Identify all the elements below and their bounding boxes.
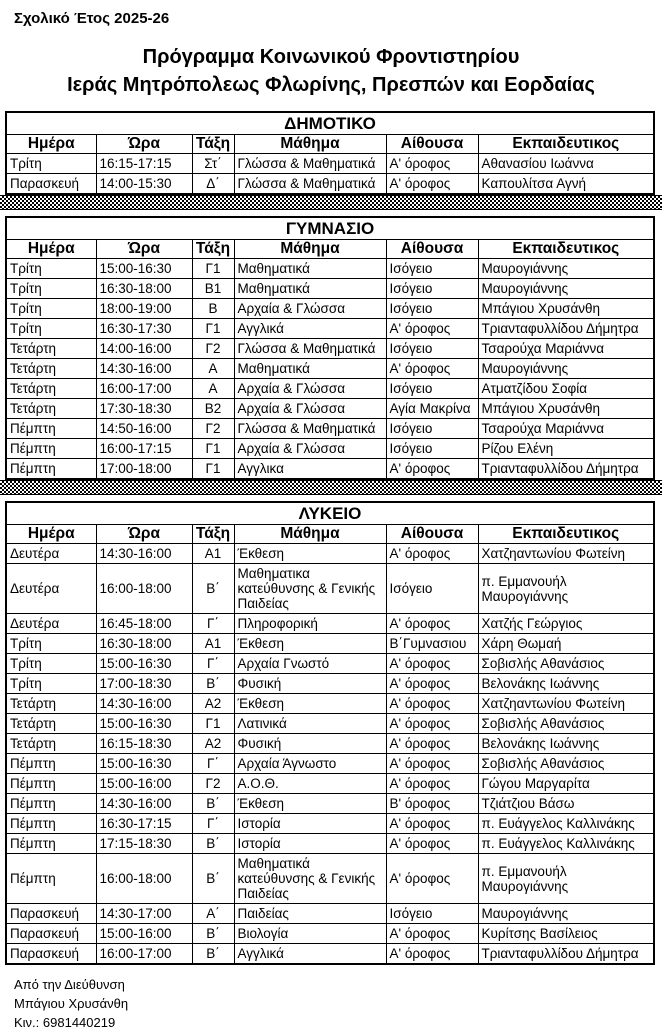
table-cell: 18:00-19:00 (96, 299, 192, 319)
table-cell: 14:30-16:00 (96, 694, 192, 714)
table-row (6, 754, 654, 774)
table-cell: Αρχαία & Γλώσσα (234, 379, 386, 399)
table-cell: Τρίτη (6, 154, 96, 174)
table-cell: 17:00-18:30 (96, 674, 192, 694)
table-cell: π. Εμμανουήλ Μαυρογιάννης (478, 854, 654, 904)
tables-root (0, 111, 662, 965)
table-cell: Έκθεση (234, 544, 386, 564)
table-row (6, 419, 654, 439)
table-cell: Τσαρούχα Μαριάννα (478, 419, 654, 439)
table-cell: Γλώσσα & Μαθηματικά (234, 339, 386, 359)
column-header: Ώρα (96, 240, 192, 259)
table-cell: Χατζηαντωνίου Φωτείνη (478, 544, 654, 564)
table-cell: Παρασκευή (6, 904, 96, 924)
table-cell: Ισόγειο (386, 439, 478, 459)
document-title-line2: Ιεράς Μητρόπολεως Φλωρίνης, Πρεσπών και Εορδαίας (67, 74, 595, 96)
document-title (0, 43, 662, 99)
table-row (6, 544, 654, 564)
column-header: Ημέρα (6, 525, 96, 544)
table-cell: Δευτέρα (6, 544, 96, 564)
table-cell: Ιστορία (234, 834, 386, 854)
table-cell: Γ1 (192, 714, 234, 734)
table-cell: Μαθηματικα κατεύθυνσης & Γενικής Παιδείας (234, 564, 386, 614)
table-cell: Γ΄ (192, 754, 234, 774)
table-cell: Τριανταφυλλίδου Δήμητρα (478, 944, 654, 965)
table-cell: Α' όροφος (386, 754, 478, 774)
table-cell: Α' όροφος (386, 359, 478, 379)
table-cell: Αγγλικα (234, 459, 386, 480)
column-header: Ημέρα (6, 135, 96, 154)
table-cell: Β΄ (192, 944, 234, 965)
table-cell: 14:30-16:00 (96, 794, 192, 814)
column-header: Μάθημα (234, 525, 386, 544)
table-cell: Α1 (192, 634, 234, 654)
table-cell: Αγγλικά (234, 944, 386, 965)
table-row (6, 359, 654, 379)
table-cell: Α΄ (192, 904, 234, 924)
table-cell: Μπάγιου Χρυσάνθη (478, 299, 654, 319)
table-row (6, 714, 654, 734)
section-title-row (6, 112, 654, 135)
table-cell: Α' όροφος (386, 319, 478, 339)
table-cell: Τριανταφυλλίδου Δήμητρα (478, 319, 654, 339)
table-cell: Β' όροφος (386, 794, 478, 814)
table-cell: 16:30-17:15 (96, 814, 192, 834)
table-cell: Παρασκευή (6, 174, 96, 195)
table-cell: Λατινικά (234, 714, 386, 734)
table-cell: Α' όροφος (386, 774, 478, 794)
table-cell: Πληροφορική (234, 614, 386, 634)
table-cell: Ισόγειο (386, 299, 478, 319)
column-header: Τάξη (192, 525, 234, 544)
table-cell: Πέμπτη (6, 754, 96, 774)
table-row (6, 439, 654, 459)
column-header: Αίθουσα (386, 525, 478, 544)
table-cell: Πέμπτη (6, 854, 96, 904)
table-cell: Παρασκευή (6, 944, 96, 965)
table-cell: Πέμπτη (6, 814, 96, 834)
document-title-line1: Πρόγραμμα Κοινωνικού Φροντιστηρίου (142, 46, 520, 68)
table-row (6, 279, 654, 299)
table-cell: Γλώσσα & Μαθηματικά (234, 419, 386, 439)
table-row (6, 944, 654, 965)
table-cell: 14:30-17:00 (96, 904, 192, 924)
table-cell: Γώγου Μαργαρίτα (478, 774, 654, 794)
table-cell: Αρχαία Άγνωστο (234, 754, 386, 774)
table-row (6, 694, 654, 714)
table-cell: Α' όροφος (386, 674, 478, 694)
table-cell: Παιδείας (234, 904, 386, 924)
table-row (6, 674, 654, 694)
table-cell: Αρχαία & Γλώσσα (234, 439, 386, 459)
table-cell: Α' όροφος (386, 924, 478, 944)
table-row (6, 299, 654, 319)
table-cell: Μαυρογιάννης (478, 259, 654, 279)
table-cell: Ισόγειο (386, 259, 478, 279)
table-cell: Αρχαία Γνωστό (234, 654, 386, 674)
table-cell: 14:30-16:00 (96, 359, 192, 379)
section-table (5, 216, 655, 480)
column-header: Ώρα (96, 135, 192, 154)
table-cell: 17:15-18:30 (96, 834, 192, 854)
table-cell: Α' όροφος (386, 854, 478, 904)
section-divider-hatch (0, 195, 662, 210)
table-cell: Γ2 (192, 774, 234, 794)
table-cell: Α1 (192, 544, 234, 564)
section-title: ΔΗΜΟΤΙΚΟ (6, 112, 654, 135)
table-cell: Τρίτη (6, 279, 96, 299)
table-cell: Ισόγειο (386, 379, 478, 399)
section-table (5, 501, 655, 965)
table-cell: Β΄ (192, 834, 234, 854)
table-cell: 14:30-16:00 (96, 544, 192, 564)
table-row (6, 774, 654, 794)
table-cell: Α' όροφος (386, 734, 478, 754)
table-cell: 14:50-16:00 (96, 419, 192, 439)
table-cell: 17:00-18:00 (96, 459, 192, 480)
table-cell: Α' όροφος (386, 834, 478, 854)
table-cell: Φυσική (234, 734, 386, 754)
table-cell: Σοβισλής Αθανάσιος (478, 654, 654, 674)
table-cell: Αρχαία & Γλώσσα (234, 299, 386, 319)
section-title-row (6, 502, 654, 525)
table-cell: 16:30-17:30 (96, 319, 192, 339)
table-cell: 14:00-16:00 (96, 339, 192, 359)
table-cell: Βελονάκης Ιωάννης (478, 674, 654, 694)
table-cell: Ρίζου Ελένη (478, 439, 654, 459)
table-cell: Μαυρογιάννης (478, 359, 654, 379)
table-cell: 16:15-17:15 (96, 154, 192, 174)
table-cell: Φυσική (234, 674, 386, 694)
table-cell: Α' όροφος (386, 459, 478, 480)
table-cell: Γ1 (192, 259, 234, 279)
table-cell: Βελονάκης Ιωάννης (478, 734, 654, 754)
column-header: Τάξη (192, 240, 234, 259)
table-cell: Τρίτη (6, 634, 96, 654)
table-cell: Έκθεση (234, 794, 386, 814)
table-cell: Α2 (192, 694, 234, 714)
table-cell: Ισόγειο (386, 564, 478, 614)
table-cell: 15:00-16:00 (96, 924, 192, 944)
table-cell: Β1 (192, 279, 234, 299)
table-row (6, 319, 654, 339)
school-year-label: Σχολικό Έτος 2025-26 (14, 10, 170, 27)
table-cell: 15:00-16:00 (96, 774, 192, 794)
table-cell: Παρασκευή (6, 924, 96, 944)
table-cell: Μαθηματικά κατεύθυνσης & Γενικής Παιδείας (234, 854, 386, 904)
table-cell: Β (192, 299, 234, 319)
table-cell: Τριανταφυλλίδου Δήμητρα (478, 459, 654, 480)
table-cell: Τρίτη (6, 654, 96, 674)
table-cell: Σοβισλής Αθανάσιος (478, 754, 654, 774)
table-row (6, 399, 654, 419)
table-cell: Έκθεση (234, 694, 386, 714)
table-cell: Αγγλικά (234, 319, 386, 339)
table-cell: Α' όροφος (386, 544, 478, 564)
table-cell: Κυρίτσης Βασίλειος (478, 924, 654, 944)
table-cell: Μαθηματικά (234, 359, 386, 379)
table-cell: Γ΄ (192, 814, 234, 834)
table-cell: Πέμπτη (6, 774, 96, 794)
table-cell: Β΄ (192, 924, 234, 944)
table-row (6, 654, 654, 674)
table-cell: Γ1 (192, 459, 234, 480)
table-cell: Β΄ (192, 674, 234, 694)
table-row (6, 459, 654, 480)
table-cell: Χατζηαντωνίου Φωτείνη (478, 694, 654, 714)
table-row (6, 339, 654, 359)
table-cell: Πέμπτη (6, 419, 96, 439)
table-cell: Τρίτη (6, 319, 96, 339)
table-cell: Αρχαία & Γλώσσα (234, 399, 386, 419)
table-cell: Τσαρούχα Μαριάννα (478, 339, 654, 359)
table-cell: Πέμπτη (6, 439, 96, 459)
table-row (6, 814, 654, 834)
table-cell: Τετάρτη (6, 734, 96, 754)
table-row (6, 154, 654, 174)
table-cell: Μαυρογιάννης (478, 279, 654, 299)
table-row (6, 564, 654, 614)
table-cell: Α.Ο.Θ. (234, 774, 386, 794)
table-cell: Τρίτη (6, 259, 96, 279)
table-cell: Χατζής Γεώργιος (478, 614, 654, 634)
table-cell: 17:30-18:30 (96, 399, 192, 419)
column-header: Ημέρα (6, 240, 96, 259)
footer-from-direction: Από την Διεύθυνση (14, 977, 125, 992)
table-cell: Αγία Μακρίνα (386, 399, 478, 419)
table-cell: Γ1 (192, 439, 234, 459)
table-cell: Α' όροφος (386, 174, 478, 195)
table-cell: Τετάρτη (6, 714, 96, 734)
table-cell: Γ2 (192, 339, 234, 359)
table-cell: Δευτέρα (6, 614, 96, 634)
table-cell: 16:30-18:00 (96, 634, 192, 654)
table-cell: Πέμπτη (6, 834, 96, 854)
table-cell: Τετάρτη (6, 399, 96, 419)
table-cell: 14:00-15:30 (96, 174, 192, 195)
table-cell: Β΄ (192, 854, 234, 904)
table-cell: Β2 (192, 399, 234, 419)
column-header: Αίθουσα (386, 240, 478, 259)
table-row (6, 614, 654, 634)
table-cell: Β΄Γυμνασιου (386, 634, 478, 654)
section-title: ΓΥΜΝΑΣΙΟ (6, 217, 654, 240)
table-cell: 15:00-16:30 (96, 714, 192, 734)
table-cell: Γλώσσα & Μαθηματικά (234, 154, 386, 174)
table-cell: Α' όροφος (386, 694, 478, 714)
table-row (6, 794, 654, 814)
table-row (6, 379, 654, 399)
table-row (6, 734, 654, 754)
table-cell: Α (192, 359, 234, 379)
table-cell: 15:00-16:30 (96, 654, 192, 674)
table-cell: 16:00-17:00 (96, 379, 192, 399)
table-cell: Στ΄ (192, 154, 234, 174)
table-cell: Α (192, 379, 234, 399)
table-cell: Τρίτη (6, 299, 96, 319)
table-row (6, 634, 654, 654)
table-cell: Β΄ (192, 794, 234, 814)
table-cell: Τζιάτζιου Βάσω (478, 794, 654, 814)
column-header: Εκπαιδευτικος (478, 525, 654, 544)
table-cell: Μπάγιου Χρυσάνθη (478, 399, 654, 419)
column-header: Τάξη (192, 135, 234, 154)
column-header: Μάθημα (234, 135, 386, 154)
table-cell: 15:00-16:30 (96, 259, 192, 279)
table-row (6, 259, 654, 279)
table-cell: Πέμπτη (6, 459, 96, 480)
table-cell: Τρίτη (6, 674, 96, 694)
table-cell: Α2 (192, 734, 234, 754)
table-cell: Α' όροφος (386, 814, 478, 834)
table-cell: 15:00-16:30 (96, 754, 192, 774)
table-cell: 16:45-18:00 (96, 614, 192, 634)
table-cell: Ισόγειο (386, 904, 478, 924)
table-row (6, 854, 654, 904)
column-header: Ώρα (96, 525, 192, 544)
column-header-row (6, 135, 654, 154)
table-cell: Δευτέρα (6, 564, 96, 614)
table-cell: π. Ευάγγελος Καλλινάκης (478, 814, 654, 834)
table-cell: Α' όροφος (386, 614, 478, 634)
section-title: ΛΥΚΕΙΟ (6, 502, 654, 525)
column-header-row (6, 525, 654, 544)
table-cell: Α' όροφος (386, 944, 478, 965)
table-row (6, 904, 654, 924)
table-row (6, 174, 654, 195)
table-cell: Α' όροφος (386, 154, 478, 174)
table-cell: Τετάρτη (6, 359, 96, 379)
table-cell: Μαυρογιάννης (478, 904, 654, 924)
table-cell: π. Εμμανουήλ Μαυρογιάννης (478, 564, 654, 614)
table-cell: Βιολογία (234, 924, 386, 944)
table-cell: Ισόγειο (386, 339, 478, 359)
section-table (5, 111, 655, 195)
table-cell: 16:30-18:00 (96, 279, 192, 299)
table-cell: Αθανασίου Ιωάννα (478, 154, 654, 174)
table-cell: 16:00-18:00 (96, 854, 192, 904)
table-cell: Καπουλίτσα Αγνή (478, 174, 654, 195)
table-cell: 16:00-18:00 (96, 564, 192, 614)
table-cell: Α' όροφος (386, 714, 478, 734)
table-cell: 16:00-17:00 (96, 944, 192, 965)
table-cell: Τετάρτη (6, 339, 96, 359)
table-cell: Γ1 (192, 319, 234, 339)
table-cell: π. Ευάγγελος Καλλινάκης (478, 834, 654, 854)
footer (14, 975, 662, 1032)
footer-phone: Κιν.: 6981440219 (14, 1015, 116, 1030)
table-cell: Β΄ (192, 564, 234, 614)
table-cell: Ατματζίδου Σοφία (478, 379, 654, 399)
table-cell: Μαθηματικά (234, 259, 386, 279)
table-cell: 16:00-17:15 (96, 439, 192, 459)
section-divider-hatch (0, 480, 662, 495)
table-cell: Γλώσσα & Μαθηματικά (234, 174, 386, 195)
column-header: Αίθουσα (386, 135, 478, 154)
footer-contact-name: Μπάγιου Χρυσάνθη (14, 996, 129, 1011)
table-cell: Ισόγειο (386, 419, 478, 439)
table-cell: Χάρη Θωμαή (478, 634, 654, 654)
column-header: Εκπαιδευτικος (478, 135, 654, 154)
table-cell: Α' όροφος (386, 654, 478, 674)
table-cell: Ισόγειο (386, 279, 478, 299)
table-cell: Σοβισλής Αθανάσιος (478, 714, 654, 734)
table-cell: Τετάρτη (6, 694, 96, 714)
table-row (6, 924, 654, 944)
section-title-row (6, 217, 654, 240)
table-cell: Γ΄ (192, 614, 234, 634)
table-cell: Τετάρτη (6, 379, 96, 399)
column-header: Εκπαιδευτικος (478, 240, 654, 259)
table-cell: 16:15-18:30 (96, 734, 192, 754)
table-row (6, 834, 654, 854)
table-cell: Γ2 (192, 419, 234, 439)
table-cell: Γ΄ (192, 654, 234, 674)
table-cell: Πέμπτη (6, 794, 96, 814)
table-cell: Δ΄ (192, 174, 234, 195)
table-cell: Έκθεση (234, 634, 386, 654)
table-cell: Μαθηματικά (234, 279, 386, 299)
column-header-row (6, 240, 654, 259)
column-header: Μάθημα (234, 240, 386, 259)
table-cell: Ιστορία (234, 814, 386, 834)
